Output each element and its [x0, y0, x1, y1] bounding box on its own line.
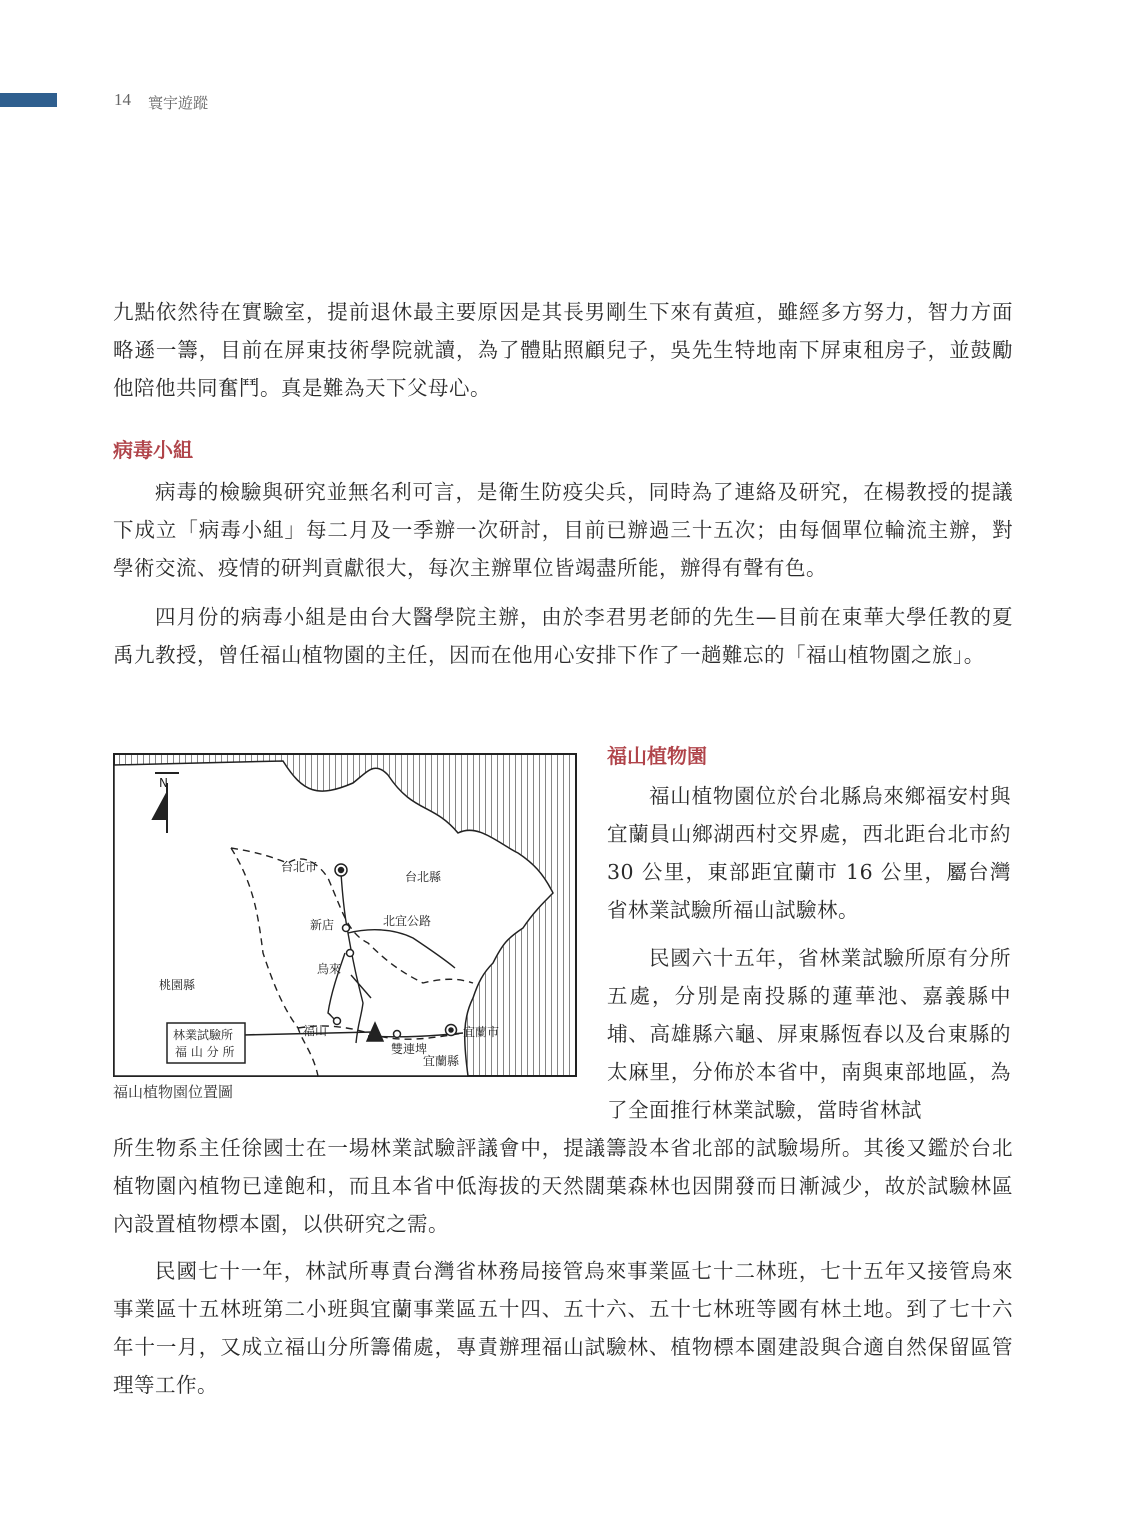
running-title: 寰宇遊蹤 — [148, 94, 209, 112]
page-number: 14 — [114, 90, 131, 109]
map-label-taoyuan: 桃園縣 — [159, 978, 196, 992]
paragraph-intro: 九點依然待在實驗室，提前退休最主要原因是其長男剛生下來有黃疸，雖經多方努力，智力方面略遜一籌，目前在屏東技術學院就讀，為了體貼照顧兒子，吳先生特地南下屏東租房子，並鼓勵他陪他共同奮鬥。真是難為天下父母心。 — [113, 300, 1013, 400]
section-heading-virus-group: 病毒小組 — [113, 438, 193, 462]
marker-xindian — [343, 925, 350, 932]
paragraph-fushan-establishment: 民國七十一年，林試所專責台灣省林務局接管烏來事業區七十二林班，七十五年又接管烏來事業區十五林班第二小班與宜蘭事業區五十四、五十六、五十七林班等國有林土地。到了七十六年十一月，又成立福山分所籌備處，專責辦理福山試驗林、植物標本園建設與合適自然保留區管理等工作。 — [113, 1259, 1013, 1397]
map-label-yilan-city: 宜蘭市 — [463, 1025, 500, 1039]
map-caption: 福山植物園位置圖 — [113, 1083, 234, 1101]
north-label: N — [159, 776, 168, 790]
map-label-station-line2: 福 山 分 所 — [175, 1045, 235, 1059]
map-label-fushan: 福山 — [303, 1024, 328, 1038]
fushan-location-map — [113, 753, 577, 1077]
map-label-yilan-county: 宜蘭縣 — [423, 1054, 460, 1068]
map-label-taipei-city: 台北市 — [281, 860, 318, 874]
section-heading-fushan: 福山植物園 — [607, 744, 707, 768]
map-label-road: 北宜公路 — [383, 914, 432, 928]
paragraph-virus-group: 病毒的檢驗與研究並無名利可言，是衛生防疫尖兵，同時為了連絡及研究，在楊教授的提議下成立「病毒小組」每二月及一季辦一次研討，目前已辦過三十五次；由每個單位輪流主辦，對學術交流、疫情的研判貢獻很大，每次主辦單位皆竭盡所能，辦得有聲有色。 — [113, 480, 1013, 580]
marker-wulai — [347, 950, 354, 957]
marker-fushan — [334, 1018, 341, 1025]
paragraph-fushan-location: 福山植物園位於台北縣烏來鄉福安村與宜蘭員山鄉湖西村交界處，西北距台北市約 30 公里，東部距宜蘭市 16 公里，屬台灣省林業試驗所福山試驗林。 — [607, 784, 1011, 922]
marker-shuanglianpi — [394, 1031, 401, 1038]
map-label-station-line1: 林業試驗所 — [173, 1028, 234, 1042]
paragraph-april-meeting: 四月份的病毒小組是由台大醫學院主辦，由於李君男老師的先生—目前在東華大學任教的夏禹九教授，曾任福山植物園的主任，因而在他用心安排下作了一趟難忘的「福山植物園之旅」。 — [113, 605, 1013, 667]
header-accent-bar — [0, 93, 57, 107]
map-label-taipei-county: 台北縣 — [405, 870, 442, 884]
map-label-xindian: 新店 — [310, 918, 335, 932]
paragraph-fushan-history-part2: 所生物系主任徐國士在一場林業試驗評議會中，提議籌設本省北部的試驗場所。其後又鑑於台北植物園內植物已達飽和，而且本省中低海拔的天然闊葉森林也因開發而日漸減少，故於試驗林區內設置植物標本園，以供研究之需。 — [113, 1136, 1013, 1236]
map-label-shuanglianpi: 雙連埤 — [391, 1042, 428, 1056]
paragraph-fushan-history-part1: 民國六十五年，省林業試驗所原有分所五處，分別是南投縣的蓮華池、嘉義縣中埔、高雄縣六龜、屏東縣恆春以及台東縣的太麻里，分佈於本省中，南與東部地區，為了全面推行林業試驗，當時省林試 — [607, 946, 1011, 1122]
map-label-wulai: 烏來 — [317, 962, 342, 976]
